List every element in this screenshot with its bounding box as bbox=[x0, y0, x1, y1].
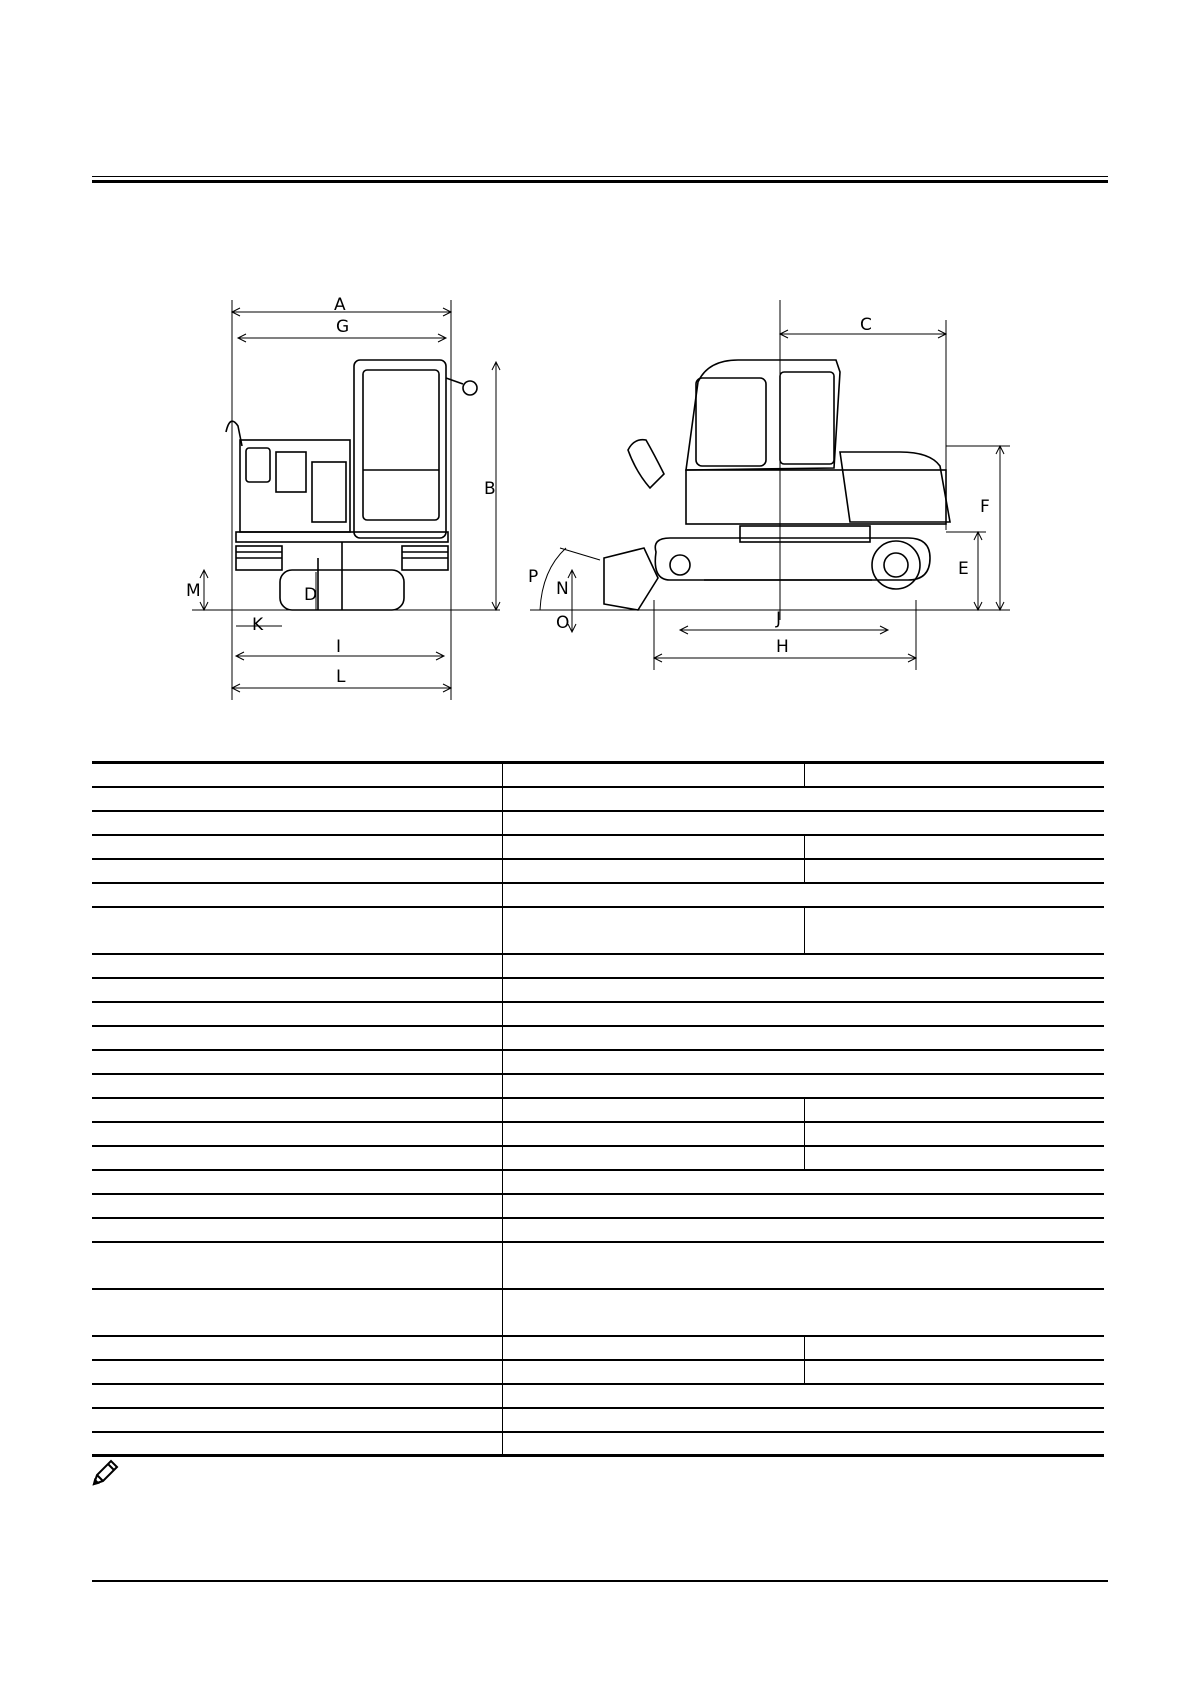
table-row bbox=[92, 954, 1104, 978]
table-cell-value bbox=[502, 1170, 1104, 1194]
table-cell-item bbox=[92, 1074, 502, 1098]
table-cell-value bbox=[502, 1074, 1104, 1098]
table-cell-item bbox=[92, 954, 502, 978]
table-cell-value bbox=[804, 1146, 1104, 1170]
table-cell-value bbox=[502, 1098, 804, 1122]
table-row bbox=[92, 1026, 1104, 1050]
table-row bbox=[92, 1408, 1104, 1432]
dim-label-f: F bbox=[980, 497, 990, 517]
table-cell-value bbox=[502, 1050, 1104, 1074]
table-cell-item bbox=[92, 1218, 502, 1242]
table-cell-item bbox=[92, 1170, 502, 1194]
table-row bbox=[92, 907, 1104, 954]
dim-label-b: B bbox=[484, 479, 496, 499]
dim-label-e: E bbox=[958, 559, 969, 579]
pencil-icon bbox=[90, 1458, 120, 1488]
table-cell-value bbox=[502, 787, 1104, 811]
table-cell-value bbox=[502, 835, 804, 859]
table-cell-value bbox=[502, 883, 1104, 907]
dim-label-l: L bbox=[336, 667, 346, 687]
table-row bbox=[92, 1289, 1104, 1336]
table-cell-value bbox=[804, 763, 1104, 787]
table-cell-value bbox=[502, 1146, 804, 1170]
table-row bbox=[92, 1360, 1104, 1384]
table-cell-value bbox=[804, 1122, 1104, 1146]
dim-label-n: N bbox=[556, 579, 569, 599]
table-cell-value bbox=[502, 1360, 804, 1384]
table-row bbox=[92, 1242, 1104, 1289]
table-cell-item bbox=[92, 1050, 502, 1074]
table-row bbox=[92, 1384, 1104, 1408]
table-cell-item bbox=[92, 811, 502, 835]
table-cell-item bbox=[92, 763, 502, 787]
table-cell-item bbox=[92, 787, 502, 811]
table-cell-value bbox=[502, 1408, 1104, 1432]
table-row bbox=[92, 1002, 1104, 1026]
table-cell-value bbox=[502, 1289, 1104, 1336]
table-cell-item bbox=[92, 1242, 502, 1289]
table-cell-value bbox=[502, 1026, 1104, 1050]
dim-label-c: C bbox=[860, 315, 872, 335]
dim-label-i: I bbox=[336, 637, 342, 657]
table-cell-value bbox=[804, 835, 1104, 859]
dim-label-k: K bbox=[252, 615, 264, 635]
table-cell-value bbox=[502, 907, 804, 954]
table-cell-item bbox=[92, 1432, 502, 1456]
table-cell-item bbox=[92, 1026, 502, 1050]
table-row bbox=[92, 1122, 1104, 1146]
table-cell-value bbox=[502, 978, 1104, 1002]
table-cell-value bbox=[502, 763, 804, 787]
table-cell-item bbox=[92, 1122, 502, 1146]
table-cell-value bbox=[804, 1336, 1104, 1360]
table-cell-value bbox=[502, 1242, 1104, 1289]
table-cell-value bbox=[804, 859, 1104, 883]
table-cell-item bbox=[92, 1194, 502, 1218]
table-cell-item bbox=[92, 1336, 502, 1360]
table-cell-value bbox=[804, 1360, 1104, 1384]
dim-label-o: O bbox=[556, 613, 570, 633]
table-row bbox=[92, 1218, 1104, 1242]
table-row bbox=[92, 1098, 1104, 1122]
table-row bbox=[92, 1336, 1104, 1360]
footer-rule bbox=[92, 1580, 1108, 1582]
table-cell-item bbox=[92, 978, 502, 1002]
table-row bbox=[92, 859, 1104, 883]
table-row bbox=[92, 1170, 1104, 1194]
table-cell-item bbox=[92, 859, 502, 883]
table-cell-value bbox=[804, 1098, 1104, 1122]
table-cell-item bbox=[92, 883, 502, 907]
table-cell-value bbox=[502, 859, 804, 883]
table-cell-value bbox=[502, 1002, 1104, 1026]
table-cell-value bbox=[502, 1218, 1104, 1242]
table-row bbox=[92, 787, 1104, 811]
dim-label-a: A bbox=[334, 295, 346, 315]
dim-label-j: J bbox=[776, 609, 782, 629]
table-row bbox=[92, 1432, 1104, 1456]
table-cell-value bbox=[502, 811, 1104, 835]
table-cell-value bbox=[502, 1194, 1104, 1218]
side-view bbox=[530, 300, 1010, 670]
table-cell-value bbox=[502, 1432, 1104, 1456]
table-row bbox=[92, 978, 1104, 1002]
table-cell-value bbox=[502, 1336, 804, 1360]
table-row bbox=[92, 1074, 1104, 1098]
dim-label-h: H bbox=[776, 637, 789, 657]
table-cell-value bbox=[502, 954, 1104, 978]
table-cell-item bbox=[92, 1146, 502, 1170]
excavator-dimension-drawing bbox=[0, 0, 1190, 720]
dim-label-p: P bbox=[528, 567, 539, 587]
table-row bbox=[92, 763, 1104, 787]
table-cell-item bbox=[92, 1098, 502, 1122]
table-row bbox=[92, 811, 1104, 835]
table-cell-value bbox=[502, 1122, 804, 1146]
table-cell-item bbox=[92, 1289, 502, 1336]
table-cell-value bbox=[804, 907, 1104, 954]
table-row bbox=[92, 1194, 1104, 1218]
specification-table bbox=[92, 761, 1104, 1457]
dim-label-m: M bbox=[186, 581, 201, 601]
table-row bbox=[92, 1146, 1104, 1170]
table-cell-item bbox=[92, 1002, 502, 1026]
table-cell-item bbox=[92, 1408, 502, 1432]
table-cell-item bbox=[92, 907, 502, 954]
table-row bbox=[92, 883, 1104, 907]
front-view bbox=[192, 300, 500, 700]
table-cell-item bbox=[92, 1360, 502, 1384]
dim-label-g: G bbox=[336, 317, 350, 337]
table-cell-item bbox=[92, 1384, 502, 1408]
dim-label-d: D bbox=[304, 585, 318, 605]
table-cell-value bbox=[502, 1384, 1104, 1408]
table-row bbox=[92, 835, 1104, 859]
table-cell-item bbox=[92, 835, 502, 859]
table-row bbox=[92, 1050, 1104, 1074]
